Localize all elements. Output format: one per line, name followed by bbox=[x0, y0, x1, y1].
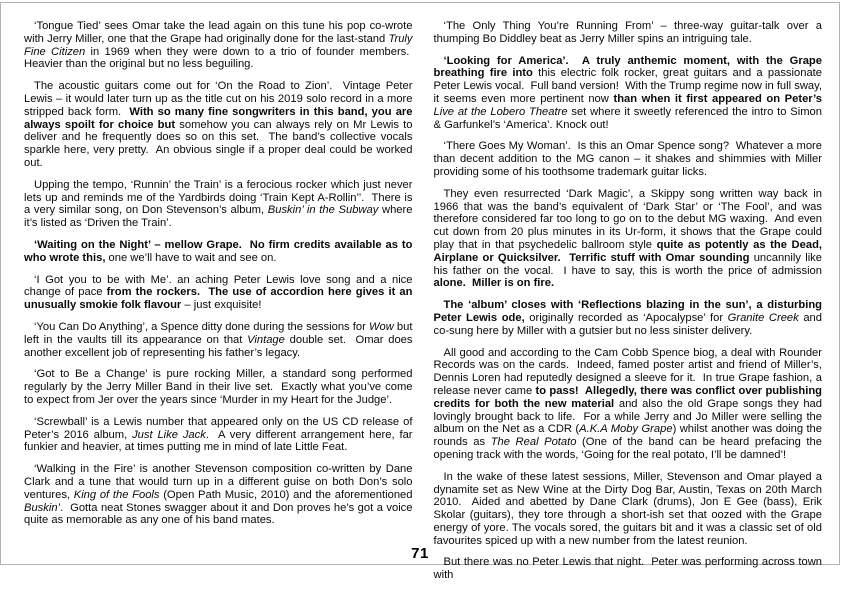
paragraph bbox=[24, 274, 413, 312]
text-run: But there was no Peter Lewis that night. Peter was performing across town with bbox=[433, 556, 822, 582]
text-run: ‘The Only Thing You’re Running From’ – three-way guitar-talk over a thumping Bo Diddley beat as Jerry Miller spins an intriguing tale. bbox=[433, 20, 822, 45]
text-run: ‘Walking in the Fire’ is another Stevenson composition co-written by Dane Clark and a tune that would turn up in a different guise on both Don’s solo ventures, bbox=[24, 463, 413, 501]
text-run: one we’ll have to wait and see on. bbox=[108, 251, 277, 264]
text-run: (Open Path Music, 2010) and the aforementioned bbox=[159, 488, 413, 501]
paragraph bbox=[434, 347, 823, 462]
text-run: ‘You Can Do Anything’, a Spence ditty done during the sessions for bbox=[34, 320, 369, 333]
paragraph bbox=[24, 416, 413, 454]
text-run: Just Like Jack bbox=[132, 428, 206, 441]
text-run: ‘There Goes My Woman’. Is this an Omar Spence song? Whatever a more than decent addition to the MG canon – it shakes and shimmies with Miller providing some of his toothsome trademark guitar licks. bbox=[433, 140, 822, 178]
paragraph bbox=[434, 55, 823, 132]
text-run: . A very different arrangement here, far funkier and heavier, at times putting me in mind of late Little Feat. bbox=[24, 428, 413, 454]
text-run: Truly Fine Citizen bbox=[24, 32, 413, 58]
text-run: ‘I Got you to be with Me’. an aching Peter Lewis love song and a nice change of pace bbox=[24, 273, 413, 299]
paragraph bbox=[24, 321, 413, 359]
text-run: Granite Creek bbox=[727, 311, 799, 324]
text-run: in 1969 when they were down to a trio of founder members. Heavier than the original but no less beguiling. bbox=[24, 45, 413, 71]
text-run: and co-sung here by Miller with a gutsier but no less sinister delivery. bbox=[433, 311, 822, 337]
text-run: double set. Omar does another excellent job of representing his father’s legacy. bbox=[24, 333, 413, 359]
text-run: but left in the vaults till its appearance on that bbox=[24, 320, 413, 346]
text-run: alone. Miller is on fire. bbox=[433, 277, 555, 290]
page bbox=[0, 2, 840, 582]
text-run: uncannily like his father on the vocal. I have to say, this is worth the price of admission bbox=[433, 251, 822, 277]
text-run: and also the old Grape songs they had lovingly brought back to life. For a while Jerry and Jo Miller were selling the album on the Net as a CDR ( bbox=[433, 397, 823, 436]
text-run: Live at the Lobero Theatre bbox=[433, 105, 568, 118]
paragraph bbox=[24, 20, 413, 71]
text-run: ) whilst another was doing the rounds as bbox=[433, 423, 823, 449]
text-run: Vintage bbox=[247, 333, 285, 346]
paragraph bbox=[434, 140, 823, 178]
text-run: The ‘album’ closes with ‘Reflections blazing in the sun’, a disturbing Peter Lewis ode, bbox=[433, 299, 822, 324]
text-run: Buskin’ in the Subway bbox=[267, 204, 379, 217]
text-run: set where it sweetly referenced the intro to Simon & Garfunkel’s ‘America’. Knock out! bbox=[433, 105, 822, 131]
text-run: ‘Screwball’ is a Lewis number that appeared only on the US CD release of Peter’s 2016 album, bbox=[24, 415, 413, 441]
text-run: this electric folk rocker, great guitars and a passionate Peter Lewis vocal. Full band version! With the Trump regime now in full sway, it seems even more pertinent now bbox=[433, 67, 823, 105]
text-run: A.K.A Moby Grape bbox=[579, 423, 673, 436]
text-run: Buskin’ bbox=[24, 501, 61, 514]
text-run: originally recorded as ‘Apocalypse’ for bbox=[529, 311, 728, 324]
text-run: ‘Waiting on the Night’ – mellow Grape. No firm credits available as to who wrote this, bbox=[24, 238, 413, 264]
paragraph bbox=[24, 80, 413, 170]
text-run: The Real Potato bbox=[490, 436, 577, 449]
paragraph bbox=[434, 20, 823, 46]
paragraph bbox=[434, 471, 823, 548]
text-run: ‘Got to Be a Change’ is pure rocking Miller, a standard song performed regularly by the Jerry Miller Band in their live set. Exactly what you’ve come to expect from Jer over the years since ‘Murder in my Heart for the Judge’. bbox=[24, 368, 413, 406]
paragraph bbox=[24, 368, 413, 406]
text-run: All good and according to the Cam Cobb Spence biog, a deal with Rounder Records was on the cards. Indeed, famed poster artist and friend of Miller’s, Dennis Loren had reputedly designed a sleeve for it. In true Grape fashion, a release never came bbox=[433, 346, 822, 397]
text-run: They even resurrected ‘Dark Magic’, a Skippy song written way back in 1966 that was the band’s equivalent of ‘Dark Star’ or ‘The Fool’, and was therefore considered far too long to go on to the debut MG waxing. And even cut down from 20 plus minutes in its Ur-form, it shows that the Grape could play that in that psychedelic ballroom style bbox=[433, 187, 822, 251]
paragraph bbox=[434, 188, 823, 290]
text-run: where it’s listed as ‘Driven the Train’. bbox=[24, 204, 413, 230]
text-run: King of the Fools bbox=[73, 488, 160, 501]
text-run: ‘Tongue Tied’ sees Omar take the lead again on this tune his pop co-wrote with Jerry Miller, one that the Grape had originally done for the last-stand bbox=[24, 20, 413, 45]
text-run: to pass! Allegedly, there was conflict over publishing credits for both the new material bbox=[433, 384, 822, 410]
paragraph bbox=[24, 239, 413, 265]
text-run: from the rockers. The use of accordion here gives it an unusually smokie folk flavour bbox=[24, 286, 413, 312]
page-number: 71 bbox=[411, 545, 429, 562]
text-run: Wow bbox=[368, 320, 394, 333]
text-run: somehow you can always rely on Mr Lewis to deliver and he frequently does so on this set. The band’s collective vocals sparkle here, very pretty. An obvious single if a proper deal could be worked out. bbox=[24, 118, 413, 169]
column-right bbox=[434, 20, 823, 591]
paragraph bbox=[24, 179, 413, 230]
text-run: The acoustic guitars come out for ‘On the Road to Zion’. Vintage Peter Lewis – it would later turn up as the title cut on his 2019 solo record in a more stripped back form. bbox=[24, 80, 413, 118]
text-run: – just exquisite! bbox=[184, 299, 262, 312]
text-run: ‘Looking for America’. A truly anthemic moment, with the Grape breathing fire into bbox=[433, 54, 822, 80]
paragraph bbox=[434, 299, 823, 337]
paragraph bbox=[24, 463, 413, 527]
text-run: In the wake of these latest sessions, Miller, Stevenson and Omar played a dynamite set as New Wine at the Dirty Dog Bar, Austin, Texas on 20th March 2010. Aided and abetted by Dane Clark (drums), Jon E Gee (bass), Erik Skolar (guitars), they tore through a short-ish set that oozed with the Grape energy of yore. The vocals sored, the guitars bit and it was a classic set of old favourites spiced up with a new number from the latest reunion. bbox=[433, 470, 822, 547]
text-run: than when it first appeared on Peter’s bbox=[613, 92, 822, 105]
text-run: With so many fine songwriters in this band, you are always spoilt for choice but bbox=[24, 105, 413, 131]
text-run: (One of the band can be heard prefacing the opening track with the words, ‘Going for the real potato, I’ll be damned’! bbox=[433, 436, 822, 461]
text-run: Upping the tempo, ‘Runnin’ the Train’ is a ferocious rocker which just never lets up and reminds me of the Yardbirds doing ‘Train Kept A-Rollin’’. There is a very similar song, on Don Stevenson’s album, bbox=[24, 178, 413, 217]
text-run: . Gotta neat Stones swagger about it and Don proves he’s got a voice quite as memorable as any one of his band mates. bbox=[24, 501, 413, 527]
column-left bbox=[24, 20, 413, 591]
text-run: quite as potently as the Dead, Airplane or Quicksilver. Terrific stuff with Omar sounding bbox=[433, 238, 823, 264]
text-columns bbox=[1, 3, 839, 591]
